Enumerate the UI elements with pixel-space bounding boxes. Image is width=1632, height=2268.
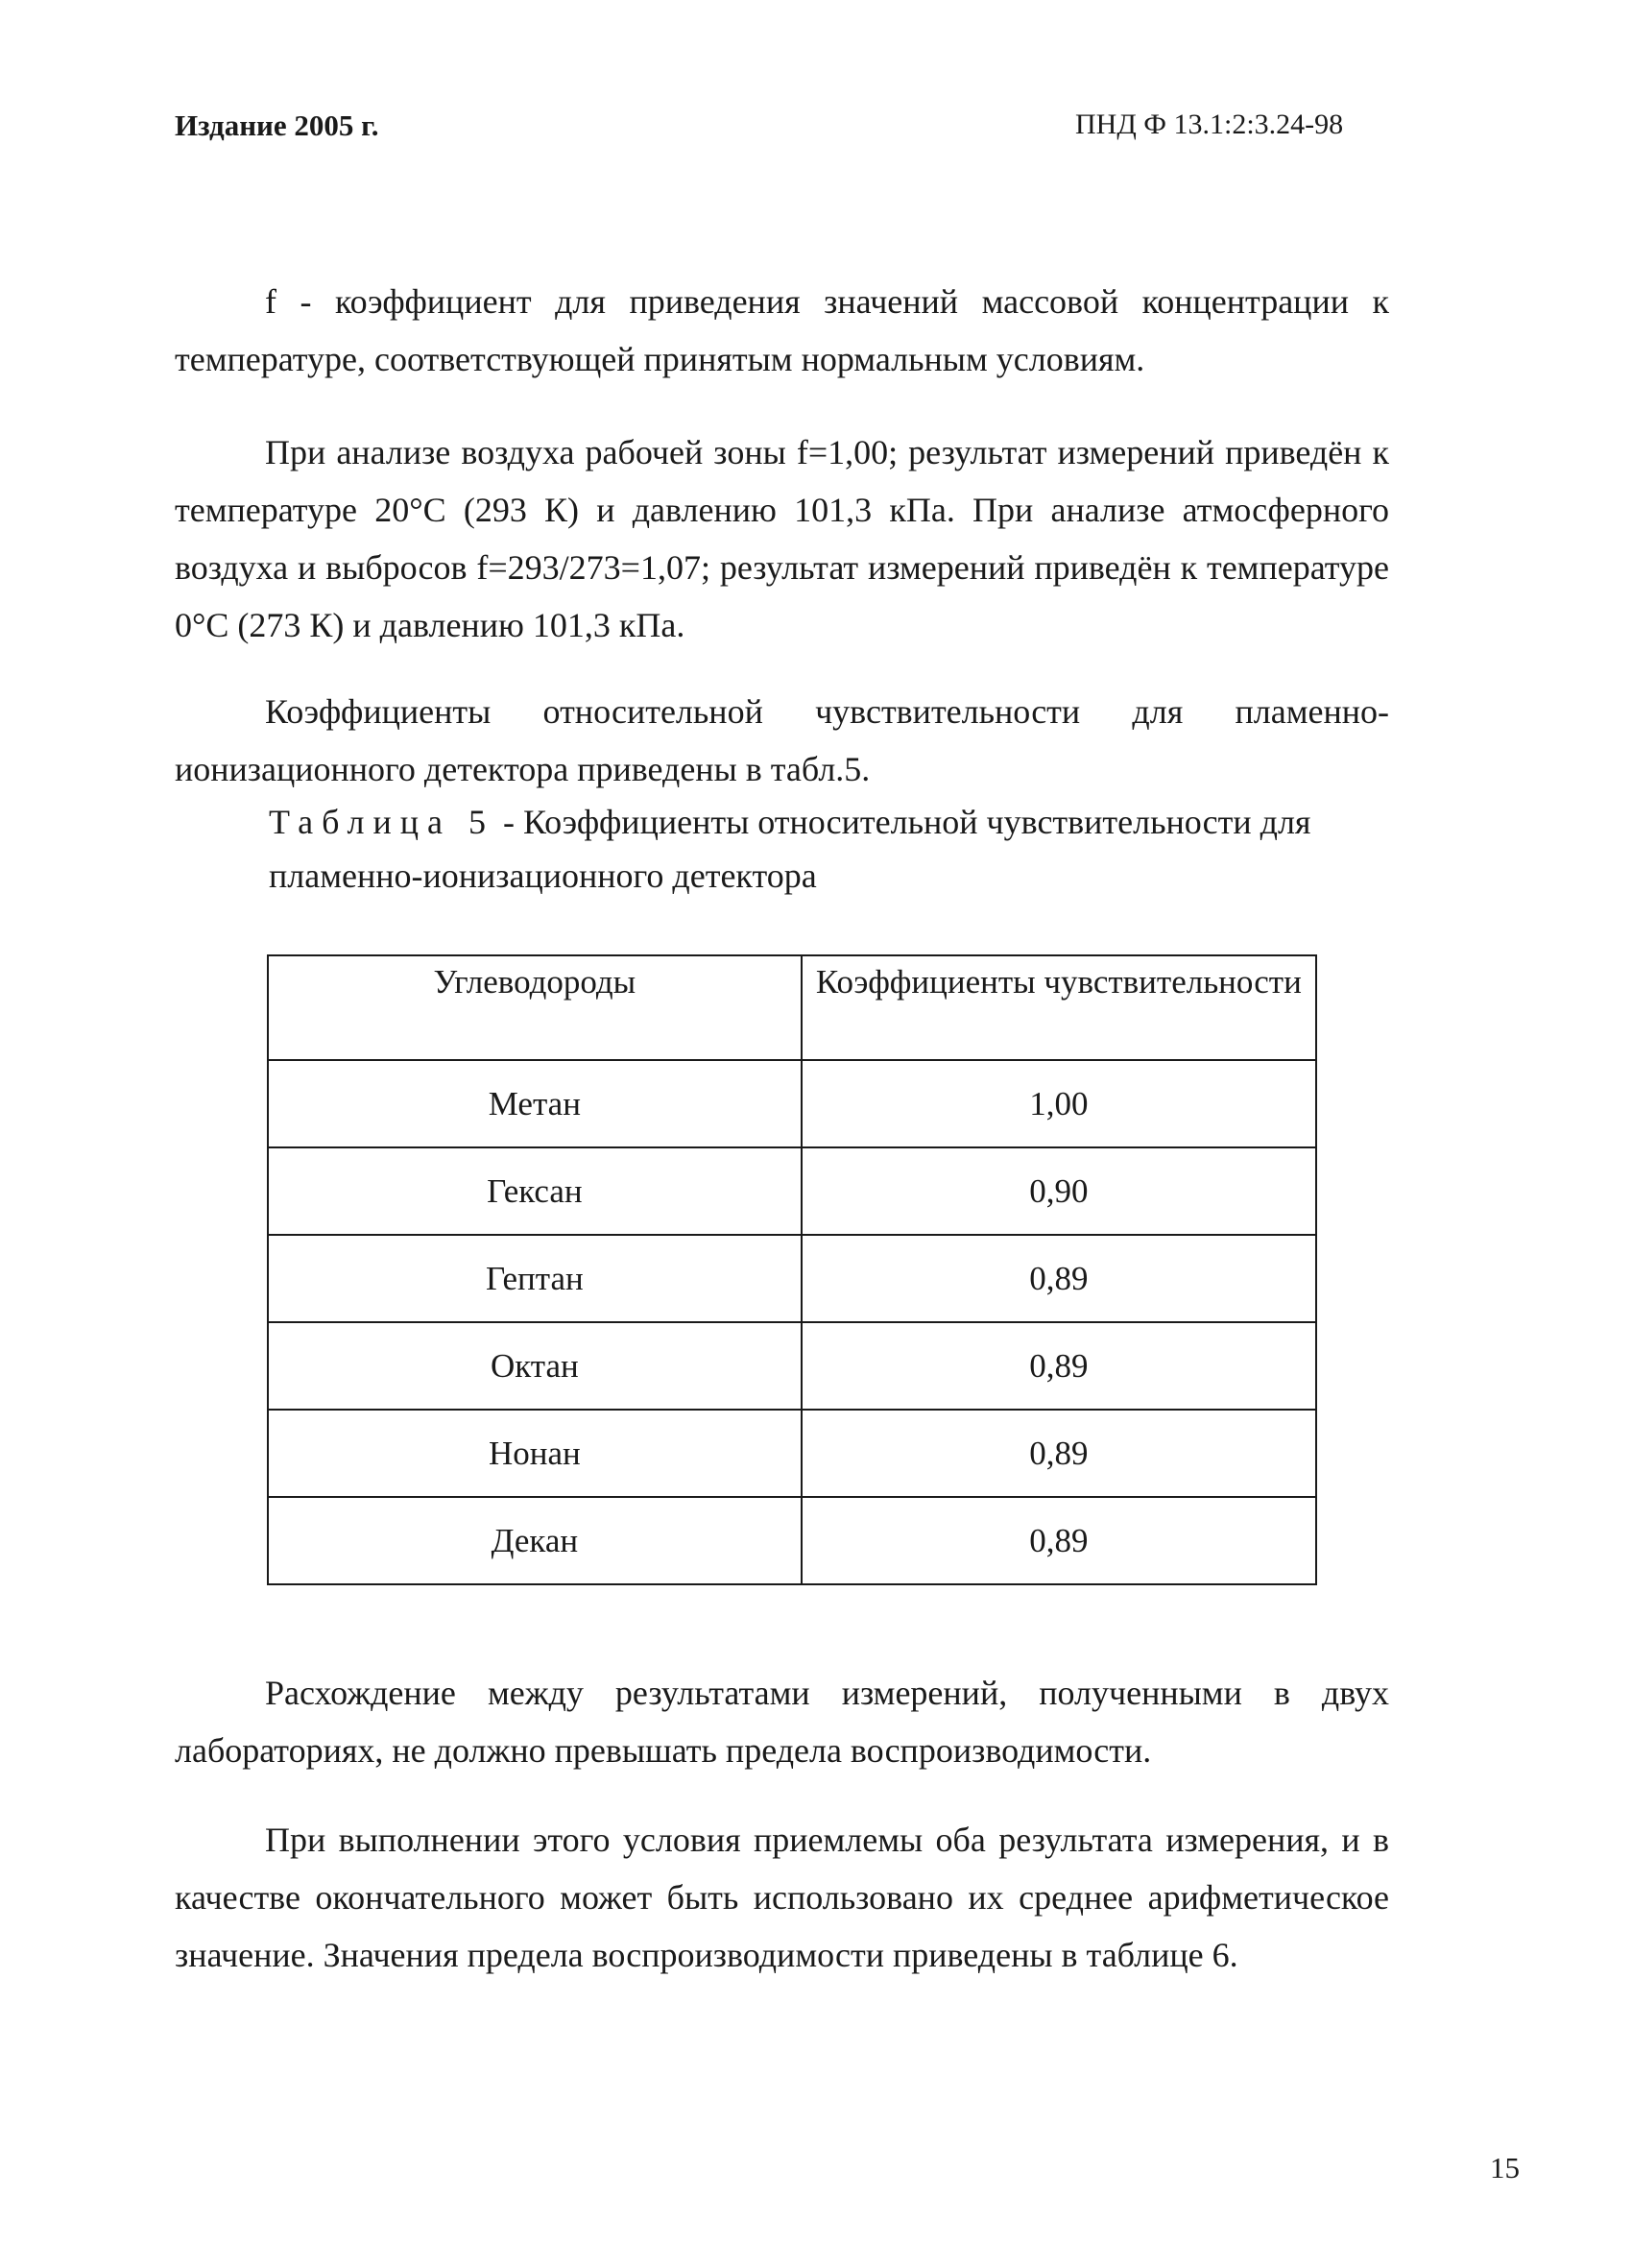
column-header-hydrocarbons: Углеводороды	[268, 955, 802, 1060]
table-row	[268, 1410, 1316, 1497]
hydrocarbon-cell: Метан	[268, 1060, 802, 1147]
edition-label: Издание 2005 г.	[175, 109, 379, 142]
paragraph: Коэффициенты относительной чувствительности для пламенно-ионизационного детектора приведены в табл.5.	[175, 692, 1389, 788]
hydrocarbon-cell: Нонан	[268, 1410, 802, 1497]
paragraph: При анализе воздуха рабочей зоны f=1,00; результат измерений приведён к температуре 20°С (293 К) и давлению 101,3 кПа. При анализе атмосферного воздуха и выбросов f=293/273=1,07; результат измерений приведён к температуре 0°С (273 К) и давлению 101,3 кПа.	[175, 433, 1389, 644]
table-row	[268, 1147, 1316, 1235]
coefficient-cell: 0,90	[802, 1147, 1316, 1235]
paragraph: f - коэффициент для приведения значений массовой концентрации к температуре, соответствующей принятым нормальным условиям.	[175, 282, 1389, 378]
sensitivity-table	[267, 954, 1317, 1585]
table-row	[268, 1497, 1316, 1584]
page-number: 15	[1490, 2151, 1520, 2184]
hydrocarbon-cell: Декан	[268, 1497, 802, 1584]
paragraph: Расхождение между результатами измерений, полученными в двух лабораториях, не должно превышать предела воспроизводимости.	[175, 1674, 1389, 1770]
hydrocarbon-cell: Гептан	[268, 1235, 802, 1322]
coefficient-cell: 0,89	[802, 1322, 1316, 1410]
hydrocarbon-cell: Октан	[268, 1322, 802, 1410]
table-row	[268, 1235, 1316, 1322]
table-caption	[269, 795, 1402, 903]
paragraph: При выполнении этого условия приемлемы оба результата измерения, и в качестве окончательного может быть использовано их среднее арифметическое значение. Значения предела воспроизводимости приведены в таблице 6.	[175, 1821, 1389, 1974]
table-header-row	[268, 955, 1316, 1060]
table-caption-text: - Коэффициенты относительной чувствительности для пламенно-ионизационного детектора	[269, 803, 1311, 895]
table-row	[268, 1322, 1316, 1410]
column-header-coefficients: Коэффициенты чувствительности	[802, 955, 1316, 1060]
table-caption-label: Таблица 5	[269, 803, 494, 841]
coefficient-cell: 1,00	[802, 1060, 1316, 1147]
table-row	[268, 1060, 1316, 1147]
document-code: ПНД Ф 13.1:2:3.24-98	[1075, 109, 1344, 140]
hydrocarbon-cell: Гексан	[268, 1147, 802, 1235]
coefficient-cell: 0,89	[802, 1235, 1316, 1322]
coefficient-cell: 0,89	[802, 1410, 1316, 1497]
coefficient-cell: 0,89	[802, 1497, 1316, 1584]
